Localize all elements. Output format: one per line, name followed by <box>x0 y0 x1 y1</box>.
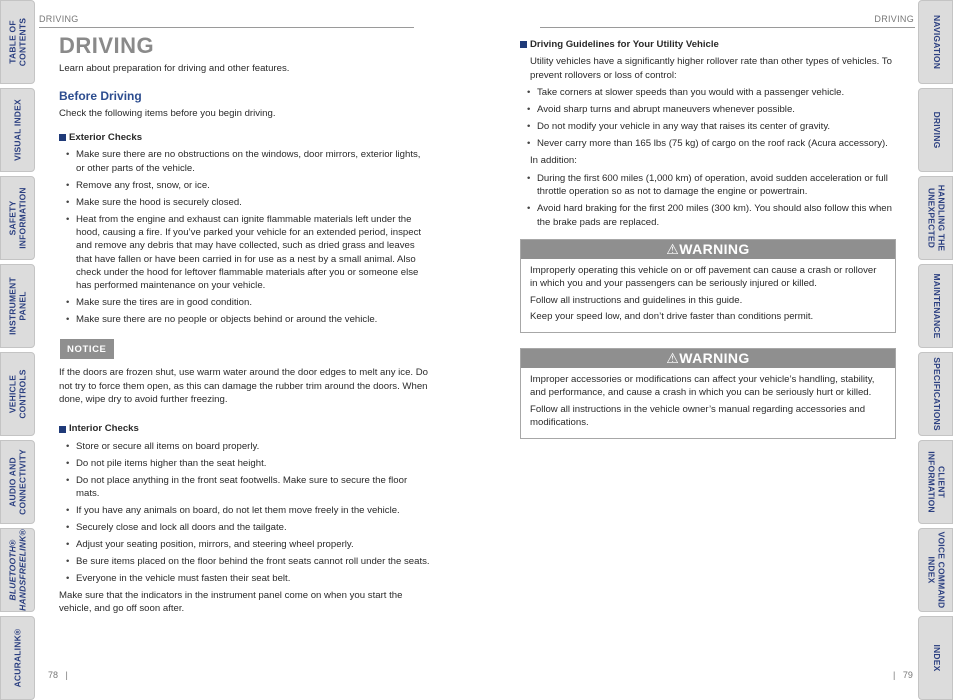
warning-label: WARNING <box>679 241 750 257</box>
list-item: • Everyone in the vehicle must fasten their seat belt. <box>59 572 431 585</box>
exterior-checks-label: Exterior Checks <box>69 132 143 144</box>
tab-label: NAVIGATION <box>931 14 942 70</box>
header-rule-right <box>540 27 915 28</box>
list-item: • Securely close and lock all doors and the tailgate. <box>59 521 431 534</box>
page-intro: Learn about preparation for driving and other features. <box>59 63 290 75</box>
section-intro: Check the following items before you begin driving. <box>59 107 276 119</box>
tab-specifications[interactable] <box>918 352 953 436</box>
warning-box <box>520 348 896 439</box>
tab-acuralink[interactable] <box>0 616 35 700</box>
tab-maintenance[interactable] <box>918 264 953 348</box>
interior-checks-heading <box>59 422 431 435</box>
warning-label: WARNING <box>679 350 750 367</box>
tab-label: TABLE OF CONTENTS <box>7 17 27 67</box>
right-page <box>520 38 896 439</box>
tab-bluetooth-handsfreelink[interactable] <box>0 528 35 612</box>
page-number-left: 78 | <box>48 670 68 680</box>
tab-label: VEHICLE CONTROLS <box>7 369 27 419</box>
left-page <box>59 33 431 615</box>
tab-label: DRIVING <box>931 111 942 149</box>
list-item: • Make sure there are no obstructions on the windows, door mirrors, exterior lights, or other parts of the vehicle. <box>59 148 431 175</box>
list-item: • Avoid sharp turns and abrupt maneuvers whenever possible. <box>520 103 896 116</box>
warning-paragraph: Improperly operating this vehicle on or off pavement can cause a crash or rollover in which you and your passengers can be seriously injured or killed. <box>530 265 877 290</box>
page-number: 78 <box>48 670 59 680</box>
tab-label: CLIENT INFORMATION <box>926 451 946 513</box>
running-head-right: DRIVING <box>874 14 914 24</box>
tab-vehicle-controls[interactable] <box>0 352 35 436</box>
list-item: • Make sure there are no people or objects behind or around the vehicle. <box>59 313 431 326</box>
warning-body <box>521 259 895 332</box>
square-bullet-icon <box>520 41 527 48</box>
section-title: Before Driving <box>59 88 142 103</box>
tab-label: SPECIFICATIONS <box>931 357 942 431</box>
tab-driving[interactable] <box>918 88 953 172</box>
list-item: • Remove any frost, snow, or ice. <box>59 179 431 192</box>
guidelines-intro: Utility vehicles have a significantly higher rollover rate than other types of vehicles. To prevent rollovers or loss of control: <box>530 56 892 81</box>
list-item: • Never carry more than 165 lbs (75 kg) of cargo on the roof rack (Acura accessory). <box>520 137 896 150</box>
page-title: DRIVING <box>59 33 155 58</box>
list-item: • Do not place anything in the front seat footwells. Make sure to secure the floor mats. <box>59 474 431 501</box>
tab-index[interactable] <box>918 616 953 700</box>
warning-paragraph: Follow all instructions and guidelines in this guide. <box>530 294 743 306</box>
guidelines-heading <box>520 38 896 51</box>
list-item: • Make sure the hood is securely closed. <box>59 196 431 209</box>
exterior-checks-heading <box>59 131 431 144</box>
list-item: • Do not modify your vehicle in any way that raises its center of gravity. <box>520 120 896 133</box>
warning-banner <box>521 349 895 368</box>
list-item: • If you have any animals on board, do not let them move freely in the vehicle. <box>59 504 431 517</box>
interior-checks-list <box>59 440 431 585</box>
warning-triangle-icon: ⚠ <box>666 241 680 257</box>
tab-label: VOICE COMMAND INDEX <box>926 531 946 609</box>
square-bullet-icon <box>59 426 66 433</box>
closing-text: Make sure that the indicators in the instrument panel come on when you start the vehicle, and go off soon after. <box>59 589 403 615</box>
warning-triangle-icon: ⚠ <box>666 350 680 367</box>
page-number: 79 <box>902 670 913 680</box>
tab-label: VISUAL INDEX <box>11 99 22 161</box>
tab-audio-and-connectivity[interactable] <box>0 440 35 524</box>
guidelines-label: Driving Guidelines for Your Utility Vehicle <box>530 39 719 50</box>
list-item: • Take corners at slower speeds than you would with a passenger vehicle. <box>520 86 896 99</box>
square-bullet-icon <box>59 134 66 141</box>
tab-label: SAFETY INFORMATION <box>7 187 27 249</box>
list-item: • Heat from the engine and exhaust can ignite flammable materials left under the hood, causing a fire. If you’ve parked your vehicle for an extended period, inspect and remove any debris that may have collected, such as dried grass and leaves that have fallen or have been carried in for use as a nest by a small animal. Also check under the hood for leftover flammable materials after you or someone else has performed maintenance on your vehicle. <box>59 213 431 293</box>
tab-visual-index[interactable] <box>0 88 35 172</box>
warning-paragraph: Keep your speed low, and don’t drive faster than conditions permit. <box>530 310 814 322</box>
guidelines-list-2 <box>520 172 896 229</box>
tab-label: AUDIO AND CONNECTIVITY <box>7 449 27 515</box>
in-addition-label: In addition: <box>530 154 577 166</box>
notice-badge: NOTICE <box>60 339 114 359</box>
guidelines-list <box>520 86 896 150</box>
tab-label: BLUETOOTH® HANDSFREELINK® <box>7 529 27 611</box>
tab-voice-command-index[interactable] <box>918 528 953 612</box>
list-item: • Avoid hard braking for the first 200 miles (300 km). You should also follow this when the brake pads are replaced. <box>520 202 896 229</box>
exterior-checks-list <box>59 148 431 326</box>
warning-paragraph: Follow all instructions in the vehicle owner’s manual regarding accessories and modifications. <box>530 403 866 429</box>
tab-label: INDEX <box>931 644 942 672</box>
list-item: • Be sure items placed on the floor behind the front seats cannot roll under the seats. <box>59 555 431 568</box>
tab-label: MAINTENANCE <box>931 273 942 339</box>
running-head-left: DRIVING <box>39 14 79 24</box>
tab-navigation[interactable] <box>918 0 953 84</box>
interior-checks-label: Interior Checks <box>69 423 139 435</box>
warning-banner <box>521 240 895 259</box>
page-number-right: | 79 <box>893 670 913 680</box>
warning-body <box>521 368 895 438</box>
list-item: • Store or secure all items on board properly. <box>59 440 431 453</box>
tab-handling-the-unexpected[interactable] <box>918 176 953 260</box>
list-item: • Do not pile items higher than the seat height. <box>59 457 431 470</box>
list-item: • During the first 600 miles (1,000 km) of operation, avoid sudden acceleration or full throttle operation so as not to damage the engine or powertrain. <box>520 172 896 199</box>
list-item: • Make sure the tires are in good condition. <box>59 296 431 309</box>
warning-box <box>520 239 896 333</box>
list-item: • Adjust your seating position, mirrors, and steering wheel properly. <box>59 538 431 551</box>
tab-safety-information[interactable] <box>0 176 35 260</box>
tab-table-of-contents[interactable] <box>0 0 35 84</box>
tab-label: HANDLING THE UNEXPECTED <box>926 184 946 252</box>
tab-label: ACURALINK® <box>11 628 22 688</box>
header-rule-left <box>39 27 414 28</box>
tab-label: INSTRUMENT PANEL <box>7 277 27 335</box>
notice-text: If the doors are frozen shut, use warm water around the door edges to melt any ice. Do not try to force them open, as this can damage the rubber trim around the doors. When done, wipe dry to avoid further freezing. <box>59 367 429 406</box>
tab-instrument-panel[interactable] <box>0 264 35 348</box>
tab-client-information[interactable] <box>918 440 953 524</box>
warning-paragraph: Improper accessories or modifications can affect your vehicle’s handling, stability, and performance, and cause a crash in which you can be seriously hurt or killed. <box>530 374 875 399</box>
